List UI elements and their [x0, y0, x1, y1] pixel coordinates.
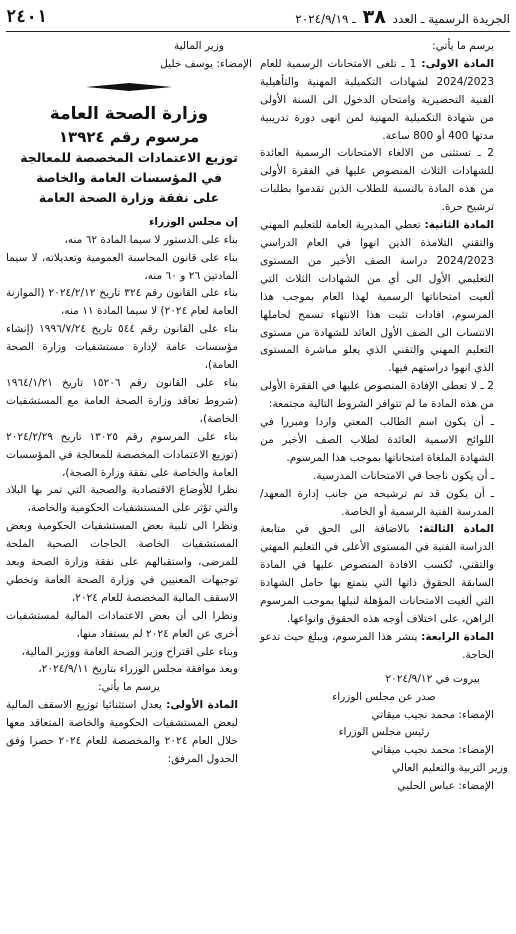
- decree-subject-line-3: على نفقة وزارة الصحة العامة: [38, 189, 220, 205]
- recital-6: بناء على المرسوم رقم ١٣٠٢٥ تاريخ ٢٠٢٤/٢/٢٩ (توزيع الاعتمادات المخصصة للمعالجة في المؤسسات العامة والخاصة على نفقة وزارة الصحة)،: [6, 430, 238, 479]
- decree-intro: يرسم ما يأتي:: [432, 40, 494, 52]
- ministry-title: وزارة الصحة العامة: [49, 103, 209, 124]
- article-1: [260, 56, 508, 146]
- recital-3: بناء على القانون رقم ٣٢٤ تاريخ ٢٠٢٤/٢/١٢ (الموازنة العامة لعام ٢٠٢٤) لا سيما المادة ١١ منه،: [6, 287, 238, 318]
- recital-8: ونظرا الى تلبية بعض المستشفيات الحكومية وبعض المستشفيات الخاصة الحاجات الصحية الملحة للمرضى، واستقبالهم على نفقة وزارة الصحة وبعد توجيهات المعنيين في وزارة الصحة العامة وتخطي الاسقف المالية المخصصة للعام ٢٠٢٤،: [6, 520, 238, 604]
- decree-subject-line-2: في المؤسسات العامة والخاصة: [36, 169, 222, 185]
- article-1-label: المادة الاولى:: [421, 57, 494, 70]
- condition-1: ـ أن يكون اسم الطالب المعني واردا ومبررا في اللوائح الاسمية العائدة لطلاب الصف الأخير من الشهادة الملغاة امتحاناتها بموجب هذا المرسوم.: [260, 416, 494, 464]
- article-2-label: المادة الثانية:: [424, 219, 494, 232]
- recital-1: بناء على الدستور لا سيما المادة ٦٢ منه،: [64, 233, 238, 246]
- article-2-text: تعطي المديرية العامة للتعليم المهني والتقني التلامذة الذين انهوا في العام الدراسي 2024/2023 دراسة الصف الأخير من المستوى التعليمي الأول الى أي من الشهادات الثلاث التي ألغيت امتحاناتها الرسمية لهذا العام بموجب هذا المرسوم، افادات تثبت هذا الانتهاء تسمح لحاملها الانتساب الى الصف الأول العائد للشهادة من مستوى التعليم المهني والتقني الذي يعلو مباشرة المستوى الذي انهوا دراستهم فيها.: [260, 219, 494, 375]
- article-4: [260, 629, 508, 665]
- recital-4: بناء على القانون رقم ٥٤٤ تاريخ ١٩٩٦/٧/٢٤ (إنشاء مؤسسات عامة لإدارة مستشفيات وزارة الصحة العامة)،: [6, 323, 238, 372]
- article-3: [260, 521, 508, 628]
- recital-9: ونظرا الى أن بعض الاعتمادات المالية لمستشفيات أخرى عن العام ٢٠٢٤ لم يستفاد منها،: [6, 609, 238, 640]
- issue-number: ٣٨: [362, 6, 386, 28]
- article-1-para-2: 2 ـ تستثنى من الالغاء الامتحانات الرسمية العائدة للشهادات الثلاث المنصوص عليها في الفقرة الأولى من هذه المادة بالنسبة للطلاب الذين تقدموا بطلبات ترشيح حرة.: [260, 147, 494, 214]
- gazette-name: الجريدة الرسمية ـ العدد: [392, 12, 510, 26]
- issued-by: صدر عن مجلس الوزراء: [332, 690, 436, 703]
- recital-2: بناء على قانون المحاسبة العمومية وتعديلاته، لا سيما المادتين ٢٦ و ٦٠ منه،: [6, 251, 238, 282]
- finance-minister-signature: الإمضاء: يوسف خليل: [160, 57, 252, 70]
- left-column: [6, 38, 252, 769]
- signature-3: الإمضاء: عباس الحلبي: [397, 780, 494, 793]
- condition-3: ـ أن يكون قد تم ترشيحه من جانب إدارة المعهد/ المدرسة الفنية الرسمية أو الخاصة.: [260, 487, 494, 518]
- gazette-title: [295, 6, 510, 28]
- recital-11: وبعد موافقة مجلس الوزراء بتاريخ ٢٠٢٤/٩/١١،: [38, 663, 238, 676]
- decree-subject-line-1: توزيع الاعتمادات المخصصة للمعالجة: [20, 149, 238, 165]
- issue-date: ـ ٢٠٢٤/٩/١٩: [295, 12, 356, 26]
- finance-minister-title: وزير المالية: [173, 40, 224, 52]
- recital-10: وبناء على اقتراح وزير الصحة العامة ووزير المالية،: [21, 645, 238, 658]
- article-4-text: ينشر هذا المرسوم، ويبلغ حيث تدعو الحاجة.: [260, 630, 494, 661]
- article-4-label: المادة الرابعة:: [421, 630, 494, 643]
- place-date: بيروت في ٢٠٢٤/٩/١٢: [385, 672, 480, 685]
- signature-1: الإمضاء: محمد نجيب ميقاتي: [371, 708, 494, 721]
- minister-title: وزير التربية والتعليم العالي: [391, 762, 508, 775]
- left-article-1-text: يعدل استثنائيا توزيع الاسقف المالية لبعض المستشفيات الحكومية والخاصة المتعاقد معها خلال العام ٢٠٢٤ والمخصصة للعام ٢٠٢٤ حصرا وفق الجدول المرفق:: [6, 699, 238, 765]
- council-heading: إن مجلس الوزراء: [148, 215, 238, 228]
- signature-2: الإمضاء: محمد نجيب ميقاتي: [371, 744, 494, 757]
- divider-ornament-icon: [86, 82, 172, 92]
- recital-7: نظرا للأوضاع الاقتصادية والصحية التي تمر بها البلاد والتي تؤثر على المستشفيات الحكومية والخاصة،: [6, 484, 238, 515]
- page-number: ٢٤٠١: [6, 7, 47, 27]
- left-article-1-label: المادة الأولى:: [166, 699, 238, 712]
- decree-number: مرسوم رقم ١٣٩٢٤: [58, 127, 200, 146]
- condition-2: ـ أن يكون ناجحا في الامتحانات المدرسية.: [313, 469, 494, 482]
- decorative-divider: [6, 82, 252, 92]
- article-1-text: 1 ـ تلغى الامتحانات الرسمية للعام 2024/2023 لشهادات التكميلية المهنية والتأهيلية الفنية التحضيرية وامتحان الدخول الى السنة الأولى من شهادة التكميلية المهنية لمن انهى دورة تدريبية مدتها 400 أو 800 ساعة.: [260, 57, 494, 142]
- article-2-para-2: 2 ـ لا تعطى الإفادة المنصوص عليها في الفقرة الأولى من هذه المادة ما لم تتوافر الشروط التالية مجتمعة:: [260, 380, 494, 411]
- left-article-1: [6, 697, 252, 769]
- right-column: [260, 38, 508, 796]
- article-3-text: بالاضافة الى الحق في متابعة الدراسة الفنية في المستوى الأعلى في التعليم المهني والتقني، تُكسب الافادة المنصوص عليها في المادة السابقة الحقوق ذاتها التي يتمتع بها حامل الشهادة التي ألغيت الامتحانات المؤهلة لنيلها بموجب المرسوم الراهن، على اختلاف أوجه هذه الحقوق وانواعها.: [260, 523, 494, 625]
- decrees-heading: يرسم ما يأتي:: [98, 681, 160, 694]
- article-3-label: المادة الثالثة:: [418, 523, 494, 536]
- recital-5: بناء على القانون رقم ١٥٢٠٦ تاريخ ١٩٦٤/١/٢١ (شروط تعاقد وزارة الصحة العامة مع المستشفيات الخاصة)،: [6, 376, 238, 425]
- pm-title: رئيس مجلس الوزراء: [338, 726, 430, 739]
- page-header: [6, 6, 510, 32]
- article-2: [260, 217, 508, 378]
